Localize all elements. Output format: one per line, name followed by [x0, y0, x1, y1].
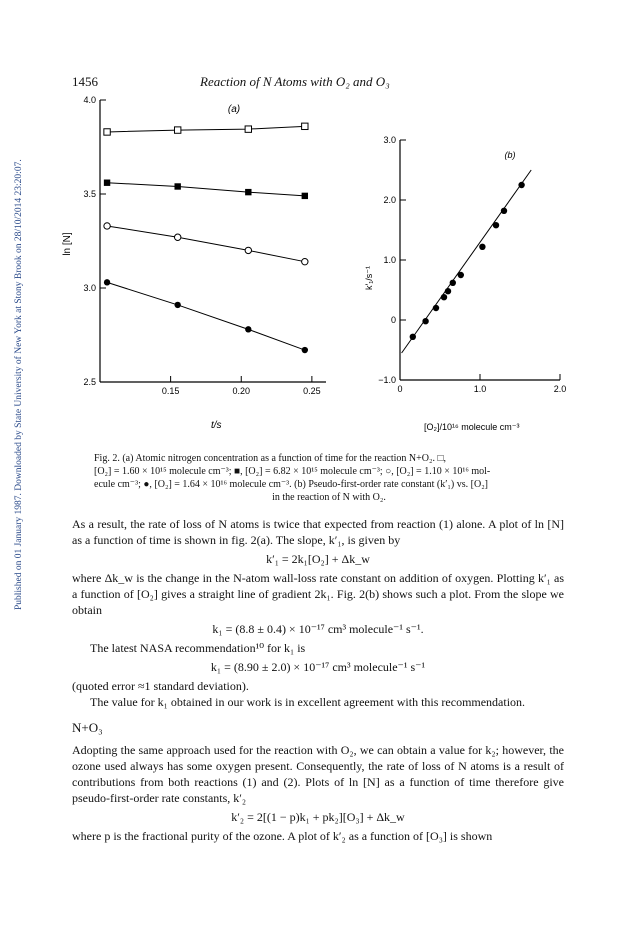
- page-header: [72, 74, 552, 90]
- x-tick-label: 0.25: [303, 386, 321, 396]
- y-tick-label: 2.5: [83, 377, 96, 387]
- running-title: Reaction of N Atoms with O₂ and O₃: [200, 74, 390, 89]
- y-tick-label: 1.0: [383, 255, 396, 265]
- data-point-filled-circle: [104, 279, 110, 285]
- data-point-filled-square: [302, 193, 308, 199]
- y-tick-label: 3.0: [83, 283, 96, 293]
- figure-caption: [94, 452, 564, 504]
- data-point-filled-circle: [445, 288, 451, 294]
- figure-panel-b: [360, 130, 570, 450]
- data-point-filled-circle: [302, 347, 308, 353]
- paragraph: The latest NASA recommendation¹⁰ for k₁ is: [90, 641, 306, 655]
- data-point-filled-circle: [441, 294, 447, 300]
- data-point-filled-circle: [450, 280, 456, 286]
- data-point-open-circle: [245, 247, 251, 253]
- section-heading: N+O₃: [72, 720, 103, 735]
- y-tick-label: 3.0: [383, 135, 396, 145]
- y-tick-label: 4.0: [83, 95, 96, 105]
- x-tick-label: 2.0: [553, 384, 567, 394]
- y-tick-label: −1.0: [378, 375, 396, 385]
- panel-b-label: (b): [504, 150, 516, 160]
- data-point-filled-circle: [433, 305, 439, 311]
- y-tick-label: 0: [390, 315, 396, 325]
- paragraph: where Δk_w is the change in the N-atom wall-loss rate constant on addition of oxygen. Plotting k′₁ as a function of [O₂] gives a straight line of gradient 2k₁. Fig. 2(b) shows such a plot. From the slope we obtain: [72, 571, 564, 617]
- download-notice-text: Published on 01 January 1987. Downloaded by State University of New York at Stony Brook on 28/10/2014 23:20:07.: [14, 159, 24, 610]
- data-point-filled-square: [104, 180, 110, 186]
- series-line: [107, 126, 305, 132]
- y-tick-label: 2.0: [383, 195, 396, 205]
- panel-b-ylabel: k′₁/s⁻¹: [364, 266, 374, 290]
- equation: k′₁ = 2k₁[O₂] + Δk_w: [266, 552, 370, 566]
- data-point-open-circle: [302, 258, 308, 264]
- data-point-filled-circle: [518, 182, 524, 188]
- body-text: [72, 516, 564, 844]
- panel-b-xlabel: [O₂]/10¹⁶ molecule cm⁻³: [424, 422, 520, 432]
- data-point-filled-circle: [410, 334, 416, 340]
- y-tick-label: 3.5: [83, 189, 96, 199]
- paragraph: As a result, the rate of loss of N atoms is twice that expected from reaction (1) alone. A plot of ln [N] as a function of time is shown in fig. 2(a). The slope, k′₁, is given by: [72, 517, 564, 547]
- data-point-filled-square: [174, 183, 180, 189]
- data-point-filled-circle: [501, 208, 507, 214]
- series-line: [107, 282, 305, 350]
- page-number: 1456: [72, 74, 98, 89]
- x-tick-label: 0.15: [161, 386, 180, 396]
- data-point-filled-circle: [422, 318, 428, 324]
- paragraph: (quoted error ≈1 standard deviation).: [72, 679, 249, 693]
- data-point-open-circle: [104, 223, 110, 229]
- x-tick-label: 0.20: [232, 386, 251, 396]
- panel-a-label: (a): [227, 104, 241, 115]
- figure-panel-a: [56, 90, 336, 450]
- series-line: [107, 183, 305, 196]
- data-point-open-circle: [174, 234, 180, 240]
- panel-a-xlabel: t/s: [211, 420, 222, 431]
- x-tick-label: 0: [397, 384, 403, 394]
- data-point-open-square: [302, 123, 308, 129]
- data-point-open-square: [174, 127, 180, 133]
- equation: k₁ = (8.90 ± 2.0) × 10⁻¹⁷ cm³ molecule⁻¹ s⁻¹: [210, 660, 426, 674]
- data-point-filled-circle: [174, 302, 180, 308]
- caption-line: Fig. 2. (a) Atomic nitrogen concentration as a function of time for the reaction N+O₂. □,: [94, 453, 447, 464]
- paragraph: The value for k₁ obtained in our work is in excellent agreement with this recommendation.: [90, 695, 526, 709]
- data-point-filled-circle: [458, 272, 464, 278]
- data-point-open-square: [104, 129, 110, 135]
- equation: k₁ = (8.8 ± 0.4) × 10⁻¹⁷ cm³ molecule⁻¹ s⁻¹.: [212, 622, 424, 636]
- data-point-filled-square: [245, 189, 251, 195]
- series-line: [107, 226, 305, 262]
- paragraph: where p is the fractional purity of the ozone. A plot of k′₂ as a function of [O₃] is shown: [72, 829, 493, 843]
- caption-line: ecule cm⁻³; ●, [O₂] = 1.64 × 10¹⁶ molecule cm⁻³. (b) Pseudo-first-order rate constant (k′₁) vs. [O₂]: [94, 479, 489, 490]
- data-point-filled-circle: [245, 326, 251, 332]
- caption-line: [O₂] = 1.60 × 10¹⁵ molecule cm⁻³; ■, [O₂] = 6.82 × 10¹⁵ molecule cm⁻³; ○, [O₂] = 1.10 × 10¹⁶ mol-: [94, 466, 491, 477]
- caption-line: in the reaction of N with O₂.: [272, 492, 386, 503]
- data-point-open-square: [245, 126, 251, 132]
- equation: k′₂ = 2[(1 − p)k₁ + pk₂][O₃] + Δk_w: [231, 810, 405, 824]
- panel-a-ylabel: ln [N]: [62, 232, 73, 256]
- paragraph: Adopting the same approach used for the reaction with O₂, we can obtain a value for k₂; however, the ozone used always has some oxygen present. Consequently, the rate of loss of N atoms is a result of contributions from both reactions (1) and (2). Plots of ln [N] as a function of time therefore give pseudo-first-order rate constants, k′₂: [72, 743, 564, 805]
- data-point-filled-circle: [479, 244, 485, 250]
- fit-line: [402, 170, 532, 353]
- data-point-filled-circle: [493, 222, 499, 228]
- download-notice-sidebar: [2, 90, 24, 610]
- x-tick-label: 1.0: [473, 384, 487, 394]
